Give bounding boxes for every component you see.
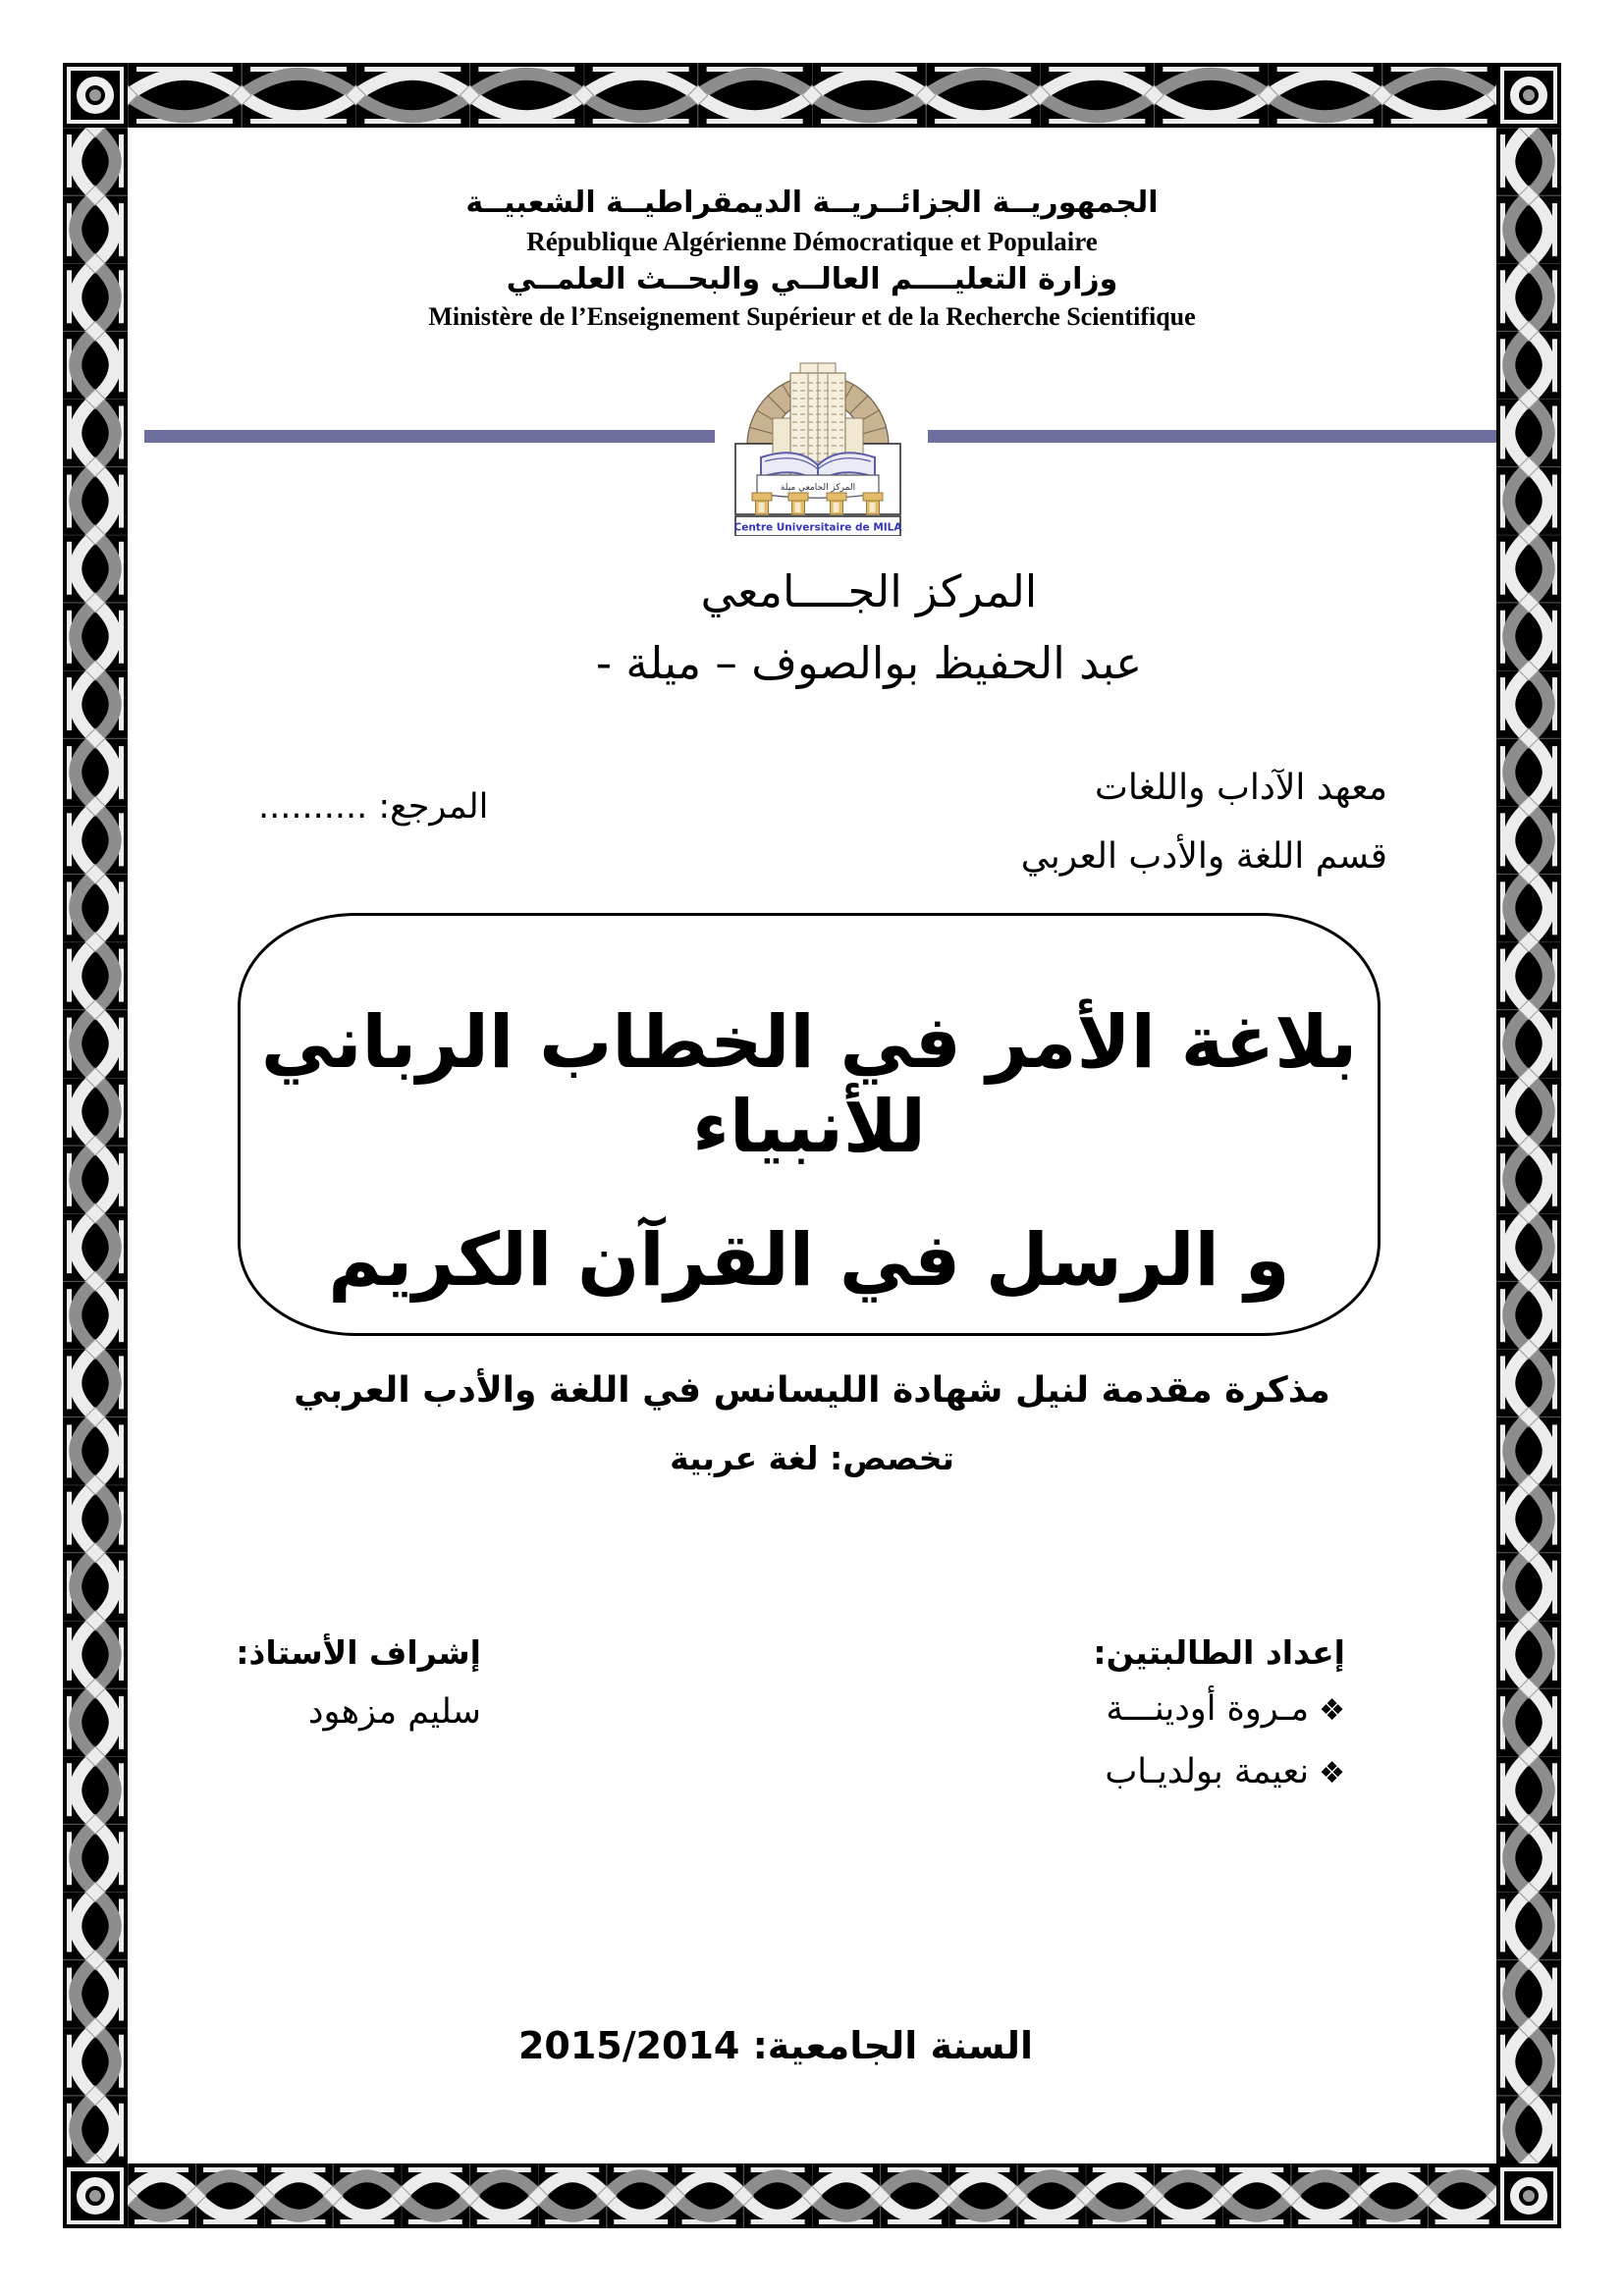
thesis-title-line2: و الرسل في القرآن الكريم [328, 1218, 1290, 1303]
header-rule-left [144, 430, 715, 443]
diamond-bullet-icon: ❖ [1319, 1756, 1345, 1790]
header-block [128, 183, 1496, 334]
border-top-band [128, 63, 1496, 128]
university-name [185, 556, 1553, 699]
ministry-name-arabic: وزارة التعليــــم العالــي والبحــث العلمــي [506, 262, 1118, 296]
student-list-item [933, 1681, 1345, 1739]
university-name-line1: المركز الجــــامعي [700, 565, 1038, 617]
border-right-band [1496, 128, 1561, 2163]
border-bottom-band [128, 2163, 1496, 2228]
student-list-item [933, 1743, 1345, 1802]
thesis-title-line1: بلاغة الأمر في الخطاب الرباني للأنبياء [260, 1000, 1358, 1169]
university-logo [731, 349, 904, 540]
student-name: مـروة أودينـــة [1106, 1689, 1310, 1729]
institute-name: معهد الآداب واللغات [1095, 768, 1387, 808]
logo-caption-text: Centre Universitaire de MILA [733, 521, 902, 534]
supervisor-section [236, 1629, 481, 1732]
supervisor-name: سليم مزهود [307, 1692, 481, 1732]
academic-year [91, 2024, 1460, 2067]
reference-field: المرجع: .......... [258, 787, 489, 827]
border-corner-bottom-left-icon [63, 2163, 128, 2228]
specialty-line: تخصص: لغة عربية [670, 1439, 954, 1477]
ministry-name-french: Ministère de l’Enseignement Supérieur et de la Recherche Scientifique [428, 302, 1196, 331]
header-rule-right [928, 430, 1496, 443]
students-section [933, 1629, 1345, 1802]
department-name: قسم اللغة والأدب العربي [1020, 836, 1387, 877]
diamond-bullet-icon: ❖ [1319, 1693, 1345, 1728]
country-name-arabic: الجمهوريــة الجزائــريــة الديمقراطيــة الشعبيــة [465, 186, 1159, 220]
border-corner-top-left-icon [63, 63, 128, 128]
logo-banner-text: المركز الجامعي ميلة [780, 483, 856, 493]
thesis-title-box [238, 913, 1380, 1336]
border-corner-bottom-right-icon [1496, 2163, 1561, 2228]
country-name-french: République Algérienne Démocratique et Populaire [526, 227, 1098, 256]
logo-banner [757, 475, 879, 498]
memoir-description: مذكرة مقدمة لنيل شهادة الليسانس في اللغة والأدب العربي [294, 1370, 1330, 1411]
border-left-band [63, 128, 128, 2163]
academic-year-value: 2015/2014 [517, 2024, 740, 2067]
border-corner-top-right-icon [1496, 63, 1561, 128]
supervisor-heading: إشراف الأستاذ: [236, 1633, 481, 1672]
students-heading: إعداد الطالبتين: [1093, 1633, 1345, 1672]
student-name: نعيمة بولديـاب [1105, 1752, 1310, 1791]
academic-year-label: السنة الجامعية: [752, 2024, 1034, 2067]
university-name-line2: عبد الحفيظ بوالصوف – ميلة - [595, 637, 1143, 689]
institute-block [1021, 754, 1387, 891]
logo-caption-box [734, 516, 903, 536]
